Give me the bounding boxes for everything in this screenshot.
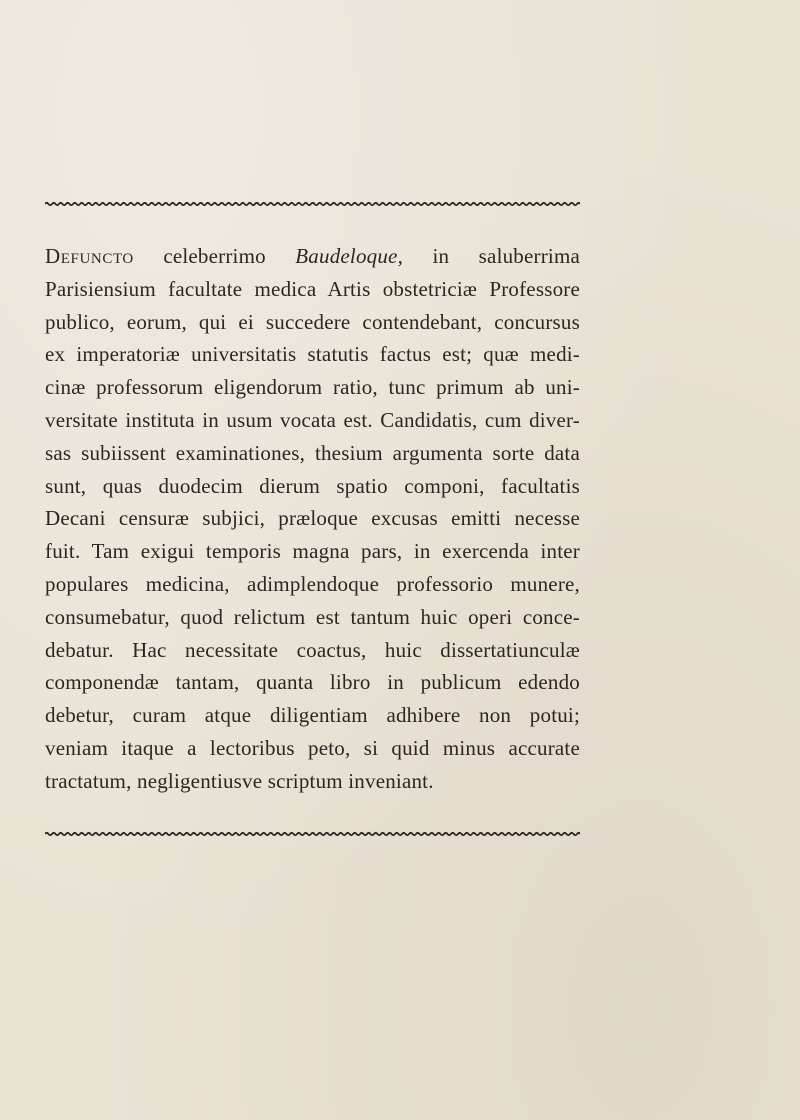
- text-line-12: consumebatur, quod relictum est tantum huic operi conce-: [45, 604, 580, 629]
- text-line-3: publico, eorum, qui ei succedere contendebant, concursus: [45, 309, 580, 334]
- text-line-16: veniam itaque a lectoribus peto, si quid minus accurate: [45, 735, 580, 760]
- text-line-4: ex imperatoriæ universitatis statutis factus est; quæ medi-: [45, 342, 580, 367]
- show-through-shadow: [120, 160, 460, 200]
- wavy-ornament-line: [45, 203, 580, 205]
- text-line-1: [45, 240, 580, 273]
- wavy-ornament-line: [45, 833, 580, 835]
- top-ornamental-rule: [45, 198, 580, 210]
- line-1-post: in saluberrima: [403, 244, 580, 268]
- bottom-ornamental-rule: [45, 828, 580, 840]
- text-line-9: Decani censuræ subjici, præloque excusas emitti necesse: [45, 506, 580, 531]
- text-line-10: fuit. Tam exigui temporis magna pars, in exercenda inter: [45, 539, 580, 564]
- text-line-7: sas subiissent examinationes, thesium argumenta sorte data: [45, 440, 580, 465]
- text-line-6: versitate instituta in usum vocata est. Candidatis, cum diver-: [45, 407, 580, 432]
- text-line-17: tractatum, negligentiusve scriptum inveniant.: [45, 768, 434, 793]
- lead-word: Defuncto: [45, 244, 134, 268]
- text-line-13: debatur. Hac necessitate coactus, huic dissertatiunculæ: [45, 637, 580, 662]
- text-line-5: cinæ professorum eligendorum ratio, tunc primum ab uni-: [45, 375, 580, 400]
- name-baudeloque: Baudeloque,: [295, 244, 404, 268]
- text-line-2: Parisiensium facultate medica Artis obstetriciæ Professore: [45, 276, 580, 301]
- text-line-15: debetur, curam atque diligentiam adhibere non potui;: [45, 703, 580, 728]
- text-line-11: populares medicina, adimplendoque professorio munere,: [45, 571, 580, 596]
- text-line-14: componendæ tantam, quanta libro in publicum edendo: [45, 670, 580, 695]
- line-1-pre: celeberrimo: [133, 244, 296, 268]
- text-line-8: sunt, quas duodecim dierum spatio componi, facultatis: [45, 473, 580, 498]
- preface-paragraph: [45, 240, 580, 798]
